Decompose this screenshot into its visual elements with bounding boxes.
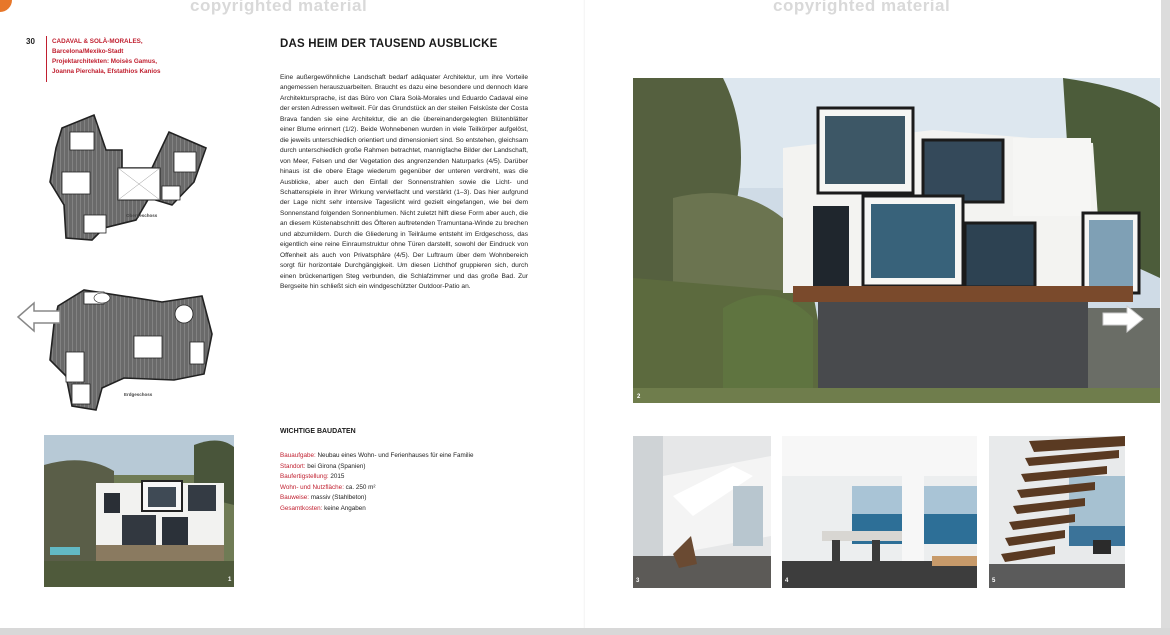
fact-key: Bauweise: [280, 494, 310, 502]
photo-number-2: 2 [637, 394, 641, 400]
photo-number-5: 5 [992, 578, 996, 584]
left-page [0, 0, 585, 628]
fact-key: Gesamtkosten: [280, 504, 323, 512]
photo-number-3: 3 [636, 578, 640, 584]
fact-value: massiv (Stahlbeton) [309, 494, 367, 502]
photo-1-house-exterior [44, 435, 234, 587]
ground-floor-label: Erdgeschoss [124, 392, 153, 397]
fact-row [280, 504, 540, 515]
photo-4-dining-sea-view [782, 436, 977, 588]
page-edge-right [1161, 0, 1170, 635]
credit-architect: CADAVAL & SOLÀ-MORALES, [52, 38, 143, 45]
page-number: 30 [26, 37, 35, 46]
fact-key: Wohn- und Nutzfläche: [280, 483, 344, 491]
article-title: DAS HEIM DER TAUSEND AUSBLICKE [280, 38, 498, 50]
fact-value: bei Girona (Spanien) [305, 462, 366, 470]
building-facts [280, 451, 540, 515]
fact-row [280, 451, 540, 462]
photo-3-interior-stairs [633, 436, 771, 588]
ground-floor-plan [44, 284, 224, 416]
credit-project-architects: Projektarchitekten: Moisès Gamus, [52, 58, 157, 65]
credit-location: Barcelona/Mexiko-Stadt [52, 48, 124, 55]
upper-floor-label: Obergeschoss [126, 213, 158, 218]
fact-key: Standort: [280, 462, 306, 470]
fact-key: Baufertigstellung: [280, 473, 329, 481]
fact-value: ca. 250 m² [343, 483, 376, 491]
fact-row [280, 483, 540, 494]
fact-row [280, 462, 540, 473]
fact-value: Neubau eines Wohn- und Ferienhauses für eine Familie [315, 452, 474, 459]
fact-key: Bauaufgabe: [280, 452, 316, 459]
photo-5-floating-stairs [989, 436, 1125, 588]
page-edge-bottom [0, 628, 1170, 635]
facts-heading: WICHTIGE BAUDATEN [280, 428, 356, 435]
previous-arrow-icon[interactable] [16, 300, 62, 339]
fact-value: 2015 [328, 473, 345, 481]
upper-floor-plan [44, 110, 224, 260]
fact-value: keine Angaben [322, 504, 366, 512]
fact-row [280, 472, 540, 483]
photo-number-4: 4 [785, 578, 789, 584]
watermark-left: copyrighted material [190, 0, 368, 15]
credit-project-architects-cont: Joanna Pierchala, Efstathios Kanios [52, 68, 161, 75]
orange-corner-marker [0, 0, 12, 12]
article-body: Eine außergewöhnliche Landschaft bedarf adäquater Architektur, um ihre Vorteile angemessen herauszuarbeiten. Braucht es dazu eine besondere und dennoch klare Architektursprache, ist das Büro von Clara Solà-Morales und Eduardo Cadaval eine der ersten Adressen weltweit. Für das Grundstück an der steilen Felsküste der Costa Brava fanden sie eine Architektur, die an die übereinandergelegten Blütenblätter einer Blume erinnert (1/2). Beide Wohnebenen wurden in viele Teilkörper aufgelöst, die jeweils unterschiedlich orientiert und dimensioniert sind. So entstehen, gleichsam durch unterschiedlich große Rahmen betrachtet, mannigfache Bilder der Landschaft, von Meer, Felsen und der Vegetation des angrenzenden Naturparks (4/5). Darüber hinaus ist die obere Etage wiederum gegenüber der unteren verdreht, was die Ausblicke, aber auch den Einfall der Sonnenstrahlen sowie die Licht- und Schattenspiele in ihrer Wirkung vervielfacht und verstärkt (1–3). Das hier aufgrund der Lage nicht sehr intensive Tageslicht wird gezielt eingefangen, wie bei dem Sonnenstand folgenden Sonnenblumen. Nicht zuletzt hilft diese Form aber auch, die an diesem Küstenabschnitt des Öfteren auftretenden Tramuntana-Winde zu brechen und abzumildern. Durch die Gliederung in Teilräume entsteht im Erdgeschoss, das eigentlich eine reine Einraumstruktur ohne Türen darstellt, sowohl der Eindruck von Offenheit als auch von Privatsphäre (4/5). Der Luftraum über dem Wohnbereich sorgt für horizontale Durchgängigkeit. Um diesen Lichthof gruppieren sich, durch einen brückenartigen Steg verbunden, die Schlafzimmer und das große Bad. Zur Bergseite hin schließt sich ein windgeschützter Outdoor-Patio an. [280, 74, 528, 291]
architect-credit [52, 37, 212, 77]
photo-2-main-exterior [633, 78, 1160, 403]
credit-rule [46, 36, 47, 82]
watermark-right: copyrighted material [773, 0, 951, 15]
fact-row [280, 493, 540, 504]
right-page [585, 0, 1161, 628]
photo-number-1: 1 [228, 577, 232, 583]
next-arrow-icon[interactable] [1101, 304, 1145, 339]
